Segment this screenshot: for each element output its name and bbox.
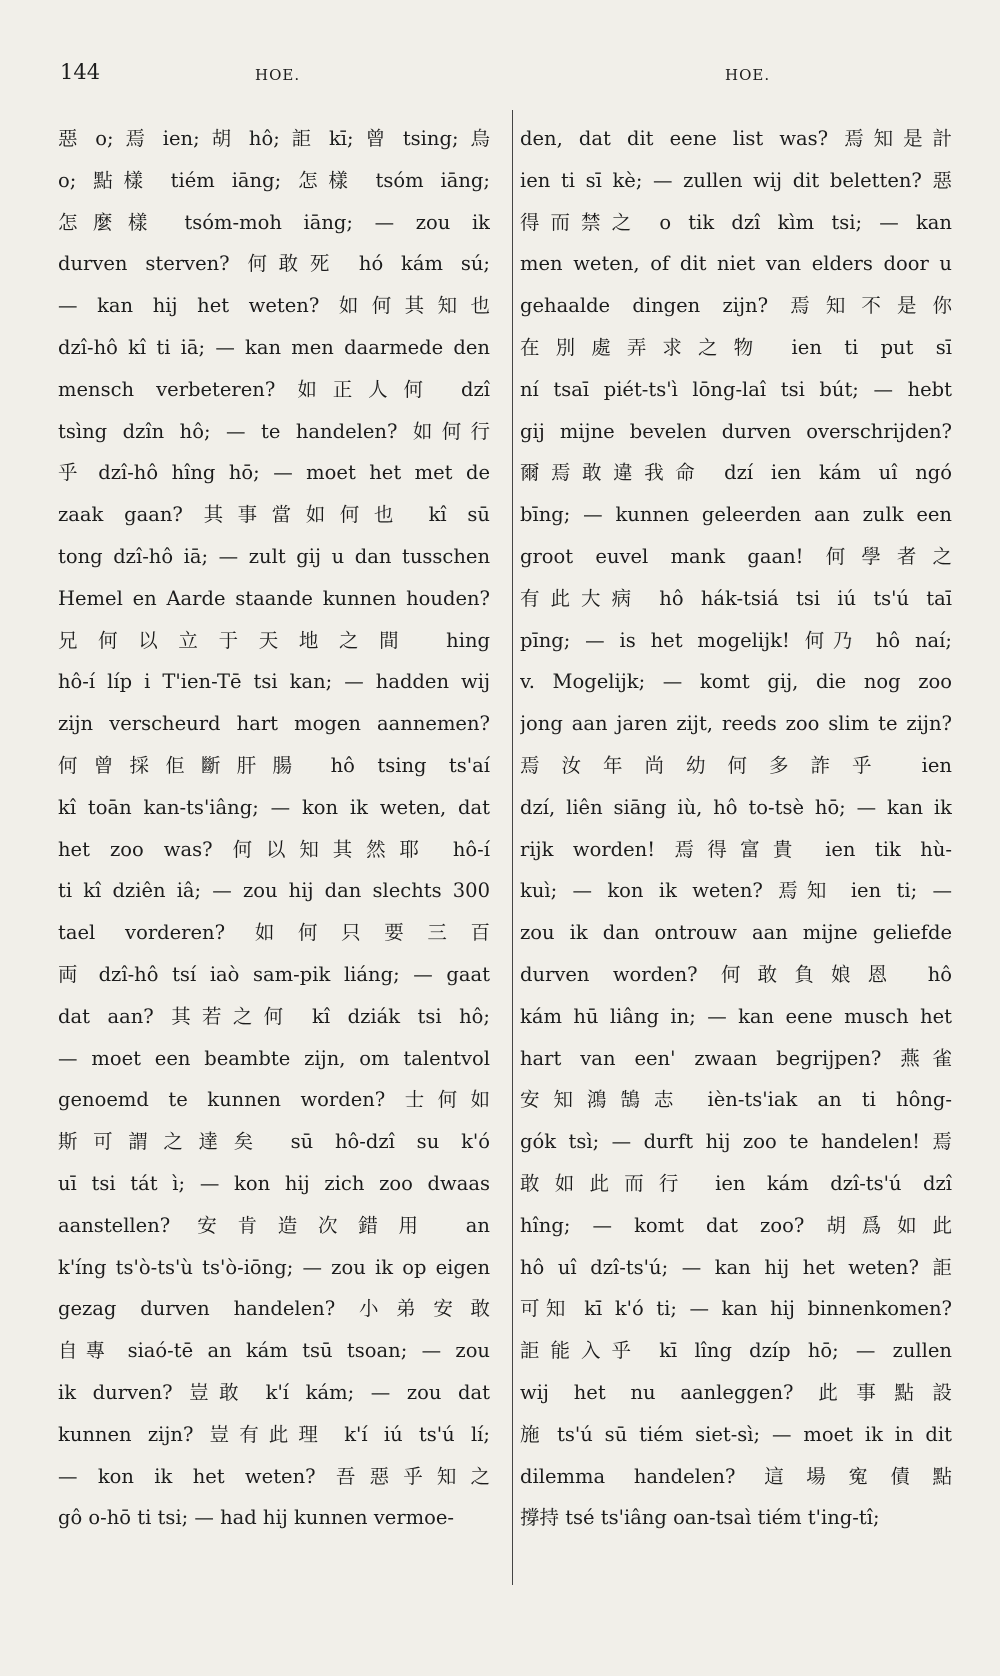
text-line: pīng; — is het mogelijk! 何乃 hô naí; [520,628,952,652]
text-line: rijk worden! 焉得富貴 ien tik hù- [520,837,952,861]
text-line: k'íng ts'ò-ts'ù ts'ò-iōng; — zou ik op eigen [58,1255,490,1279]
text-line: ien ti sī kè; — zullen wij dit beletten? 惡 [520,168,952,192]
text-line: 何曾採佢斷肝腸 hô tsing ts'aí [58,753,490,777]
text-line: gehaalde dingen zijn? 焉知不是你 [520,294,952,318]
text-line: dat aan? 其若之何 kî dziák tsi hô; [58,1004,490,1028]
text-line: 施 ts'ú sū tiém siet-sì; — moet ik in dit [520,1422,952,1446]
text-line: 怎麼樣 tsóm-moh iāng; — zou ik [58,210,490,234]
text-line: 惡 o; 焉 ien; 胡 hô; 詎 kī; 曾 tsing; 烏 [58,127,490,150]
text-line: 爾焉敢違我命 dzí ien kám uî ngó [520,461,952,485]
text-line: mensch verbeteren? 如正人何 dzî [58,377,490,401]
page-number: 144 [60,60,101,84]
text-line: kám hū liâng in; — kan eene musch het [520,1004,952,1028]
text-line: 焉汝年尚幼何多詐乎 ien [520,753,952,777]
text-line: zijn verscheurd hart mogen aannemen? [58,712,490,736]
text-line: zaak gaan? 其事當如何也 kî sū [58,503,490,527]
text-line: hart van een' zwaan begrijpen? 燕雀 [520,1046,952,1070]
running-title-right: HOE. [725,66,771,84]
text-line: gij mijne bevelen durven overschrijden? [520,419,952,443]
text-line: durven worden? 何敢負娘恩 hô [520,962,952,986]
text-line: uī tsi tát ì; — kon hij zich zoo dwaas [58,1171,490,1195]
text-line: 在別處弄求之物 ien ti put sī [520,335,952,359]
text-line: gók tsì; — durft hij zoo te handelen! 焉 [520,1130,952,1154]
text-line: wij het nu aanleggen? 此事點設 [520,1380,952,1404]
text-line: ik durven? 豈敢 k'í kám; — zou dat [58,1380,490,1404]
text-line: bīng; — kunnen geleerden aan zulk een [520,503,952,527]
column-divider [512,110,513,1585]
text-line: — moet een beambte zijn, om talentvol [58,1046,490,1070]
text-line: 両 dzî-hô tsí iaò sam-pik liáng; — gaat [58,962,490,986]
text-line: 有此大病 hô hák-tsiá tsi iú ts'ú taī [520,586,952,610]
text-line: — kan hij het weten? 如何其知也 [58,294,490,318]
left-column [58,118,490,1539]
text-line: dzî-hô kî ti iā; — kan men daarmede den [58,335,490,359]
text-line: het zoo was? 何以知其然耶 hô-í [58,837,490,861]
text-line: 敢如此而行 ien kám dzî-ts'ú dzî [520,1171,952,1195]
text-line: dzí, liên siāng iù, hô to-tsè hō; — kan ik [520,795,952,819]
text-line: 斯可謂之達矣 sū hô-dzî su k'ó [58,1130,490,1154]
text-line: jong aan jaren zijt, reeds zoo slim te zijn? [520,712,952,736]
text-line: aanstellen? 安肯造次錯用 an [58,1213,490,1237]
text-line: ti kî dziên iâ; — zou hij dan slechts 300 [58,879,490,903]
text-line: men weten, of dit niet van elders door u [520,252,952,276]
text-line: ní tsaī piét-ts'ì lōng-laî tsi bút; — hebt [520,377,952,401]
text-line: 自專 siaó-tē an kám tsū tsoan; — zou [58,1339,490,1363]
text-line: hîng; — komt dat zoo? 胡爲如此 [520,1213,952,1237]
text-line: gô o-hō ti tsi; — had hij kunnen vermoe- [58,1506,454,1530]
text-line: tael vorderen? 如何只要三百 [58,921,490,945]
text-line: dilemma handelen? 這場寃債點 [520,1464,952,1488]
text-line: hô-í líp i T'ien-Tē tsi kan; — hadden wij [58,670,490,694]
text-line: 安知鴻鵠志 ièn-ts'iak an ti hông- [520,1088,952,1112]
text-line: kuì; — kon ik weten? 焉知 ien ti; — [520,879,952,903]
text-line: 乎 dzî-hô hîng hō; — moet het met de [58,461,490,485]
text-line: genoemd te kunnen worden? 士何如 [58,1088,490,1112]
text-line: o; 點樣 tiém iāng; 怎樣 tsóm iāng; [58,168,490,192]
text-line: 兄何以立于天地之間 hing [58,628,490,652]
text-line: Hemel en Aarde staande kunnen houden? [58,586,490,610]
page-header [0,60,1000,100]
text-line: kî toān kan-ts'iâng; — kon ik weten, dat [58,795,490,819]
text-line: v. Mogelijk; — komt gij, die nog zoo [520,670,952,694]
text-line: tong dzî-hô iā; — zult gij u dan tusschen [58,544,490,568]
text-line: den, dat dit eene list was? 焉知是計 [520,127,952,150]
text-line: gezag durven handelen? 小弟安敢 [58,1297,490,1321]
text-line: 可知 kī k'ó ti; — kan hij binnenkomen? [520,1297,952,1321]
running-title-left: HOE. [255,66,301,84]
text-line: groot euvel mank gaan! 何學者之 [520,544,952,568]
text-line: kunnen zijn? 豈有此理 k'í iú ts'ú lí; [58,1422,490,1446]
text-line: 得而禁之 o tik dzî kìm tsi; — kan [520,210,952,234]
text-line: tsìng dzîn hô; — te handelen? 如何行 [58,419,490,443]
right-column [520,118,952,1539]
text-line: 撐持 tsé ts'iâng oan-tsaì tiém t'ing-tî; [520,1506,880,1530]
text-line: durven sterven? 何敢死 hó kám sú; [58,252,490,276]
text-line: zou ik dan ontrouw aan mijne geliefde [520,921,952,945]
text-line: hô uî dzî-ts'ú; — kan hij het weten? 詎 [520,1255,952,1279]
text-line: 詎能入乎 kī lîng dzíp hō; — zullen [520,1339,952,1363]
text-line: — kon ik het weten? 吾惡乎知之 [58,1464,490,1488]
